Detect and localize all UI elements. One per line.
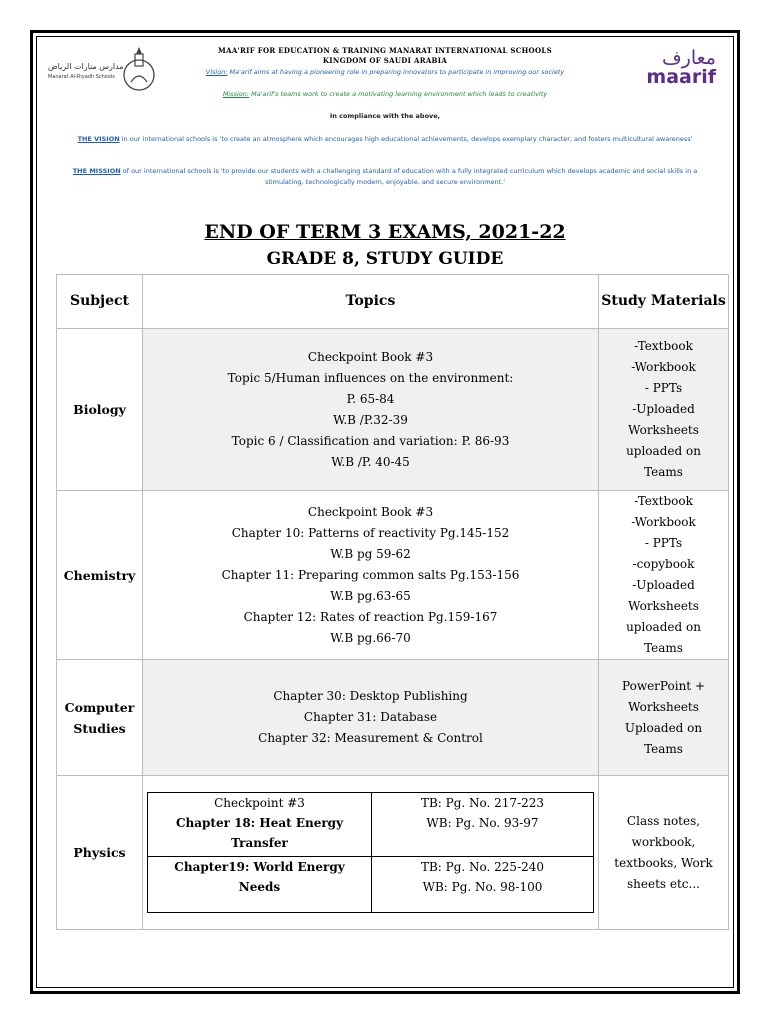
material-line: -Workbook [631,515,696,529]
material-line: uploaded on [626,620,701,634]
material-line: Worksheets [628,423,699,437]
topic-line: Chapter 30: Desktop Publishing [273,689,468,703]
subject-chemistry: Chemistry [57,491,143,660]
material-line: Teams [644,465,683,479]
table-header-row [57,275,729,329]
maarif-mission-label: Mission: [222,90,250,98]
subject-line: Studies [73,720,126,736]
organization-line: MAA'RIF FOR EDUCATION & TRAINING MANARAT INTERNATIONAL SCHOOLS [218,46,552,55]
kingdom-line: KINGDOM OF SAUDI ARABIA [322,56,448,65]
material-line: Teams [644,641,683,655]
physics-chapter-line: Chapter 18: Heat Energy [175,816,344,830]
table-row [57,776,729,930]
materials-computer-studies [599,660,729,776]
materials-physics [599,776,729,930]
physics-chapter-line: Needs [238,880,281,894]
material-line: -copybook [632,557,695,571]
topic-line: Checkpoint Book #3 [307,349,434,364]
physics-chapter-line: Chapter19: World Energy [174,860,345,874]
school-logo [48,46,160,92]
topic-line: W.B pg.66-70 [330,630,411,645]
table-row [57,660,729,776]
topic-line: Topic 5/Human influences on the environment: [227,370,514,385]
school-vision [70,134,700,145]
physics-row [148,857,594,913]
physics-chapter-19 [148,857,372,913]
materials-chemistry [599,491,729,660]
material-line: textbooks, Work [614,855,713,870]
maarif-vision-label: Vision: [205,68,228,76]
study-guide-table [56,274,729,930]
topic-line: Checkpoint Book #3 [307,504,434,519]
page-title: END OF TERM 3 EXAMS, 2021-22 [204,221,566,243]
compliance-line: In compliance with the above, [329,112,441,120]
lamp-emblem-icon [120,46,158,92]
maarif-logo [640,48,716,92]
maarif-logo-english: maarif [646,66,716,88]
material-line: workbook, [631,834,696,849]
maarif-mission-text: Ma'arif's teams work to create a motivating learning environment which leads to creativity [249,90,548,98]
topic-line: W.B pg.63-65 [330,588,411,603]
topic-line: Chapter 10: Patterns of reactivity Pg.145-152 [231,525,510,540]
material-line: uploaded on [626,444,701,458]
topic-line: Chapter 12: Rates of reaction Pg.159-167 [243,609,498,624]
physics-checkpoint-label: Checkpoint #3 [214,796,305,810]
material-line: PowerPoint + [622,678,705,693]
maarif-vision-text: Ma'arif aims at having a pioneering role in preparing innovators to participate in improving our society [227,68,565,76]
physics-chapter-18 [148,793,372,857]
school-vision-label: THE VISION [77,135,120,143]
subject-physics: Physics [57,776,143,930]
topic-line: Chapter 32: Measurement & Control [258,731,483,745]
physics-page-line: WB: Pg. No. 98-100 [422,880,543,894]
material-line: - PPTs [644,536,683,550]
topic-line: Topic 6 / Classification and variation: P. 86-93 [231,433,510,448]
physics-pages-18 [372,793,594,857]
topic-line: W.B /P.32-39 [333,412,408,427]
topic-line: Chapter 11: Preparing common salts Pg.153-156 [221,567,520,582]
school-mission-label: THE MISSION [72,167,121,175]
material-line: -Uploaded [632,578,695,592]
topic-line: W.B /P. 40-45 [331,454,410,469]
school-logo-english: Manarat Al-Riyadh Schools [48,74,115,80]
material-line: Teams [644,741,683,756]
school-logo-arabic: مدارس منارات الرياض [48,62,124,71]
material-line: -Uploaded [632,402,695,416]
material-line: -Workbook [631,360,696,374]
topics-chemistry [143,491,599,660]
topics-physics [143,776,599,930]
physics-row [148,793,594,857]
school-mission-text: of our international schools is 'to provide our students with a challenging standard of education with a fully integrated curriculum which develops academic and social skills in a stimulating, technologically modern, enjoyable, and secure environment.' [120,167,698,186]
table-row [57,329,729,491]
subject-line: Computer [64,699,135,715]
school-mission [70,166,700,188]
topic-line: P. 65-84 [346,391,395,406]
material-line: Worksheets [628,599,699,613]
maarif-vision [160,68,610,76]
material-line: sheets etc... [627,876,700,891]
page-subtitle: GRADE 8, STUDY GUIDE [266,249,504,269]
maarif-mission [160,90,610,98]
physics-chapter-line: Transfer [231,836,288,850]
maarif-logo-arabic: معارف [661,47,716,69]
header-materials: Study Materials [599,275,729,329]
topic-line: Chapter 31: Database [303,710,438,724]
topics-computer-studies [143,660,599,776]
materials-biology [599,329,729,491]
table-row [57,491,729,660]
material-line: - PPTs [644,381,683,395]
header-subject: Subject [57,275,143,329]
material-line: Worksheets [628,699,699,714]
header-topics: Topics [143,275,599,329]
material-line: -Textbook [634,339,693,353]
physics-page-line: TB: Pg. No. 217-223 [420,796,545,810]
material-line: Class notes, [626,813,701,828]
physics-page-line: WB: Pg. No. 93-97 [426,816,539,830]
topics-biology [143,329,599,491]
school-vision-text: in our international schools is 'to create an atmosphere which encourages high educational achievements, develops exemplary character, and fosters multicultural awareness' [119,135,693,143]
physics-page-line: TB: Pg. No. 225-240 [420,860,545,874]
topic-line: W.B pg 59-62 [330,546,411,561]
physics-inner-table [147,792,594,913]
physics-pages-19 [372,857,594,913]
subject-biology: Biology [57,329,143,491]
subject-computer-studies [57,660,143,776]
material-line: Uploaded on [624,720,703,735]
material-line: -Textbook [634,494,693,508]
